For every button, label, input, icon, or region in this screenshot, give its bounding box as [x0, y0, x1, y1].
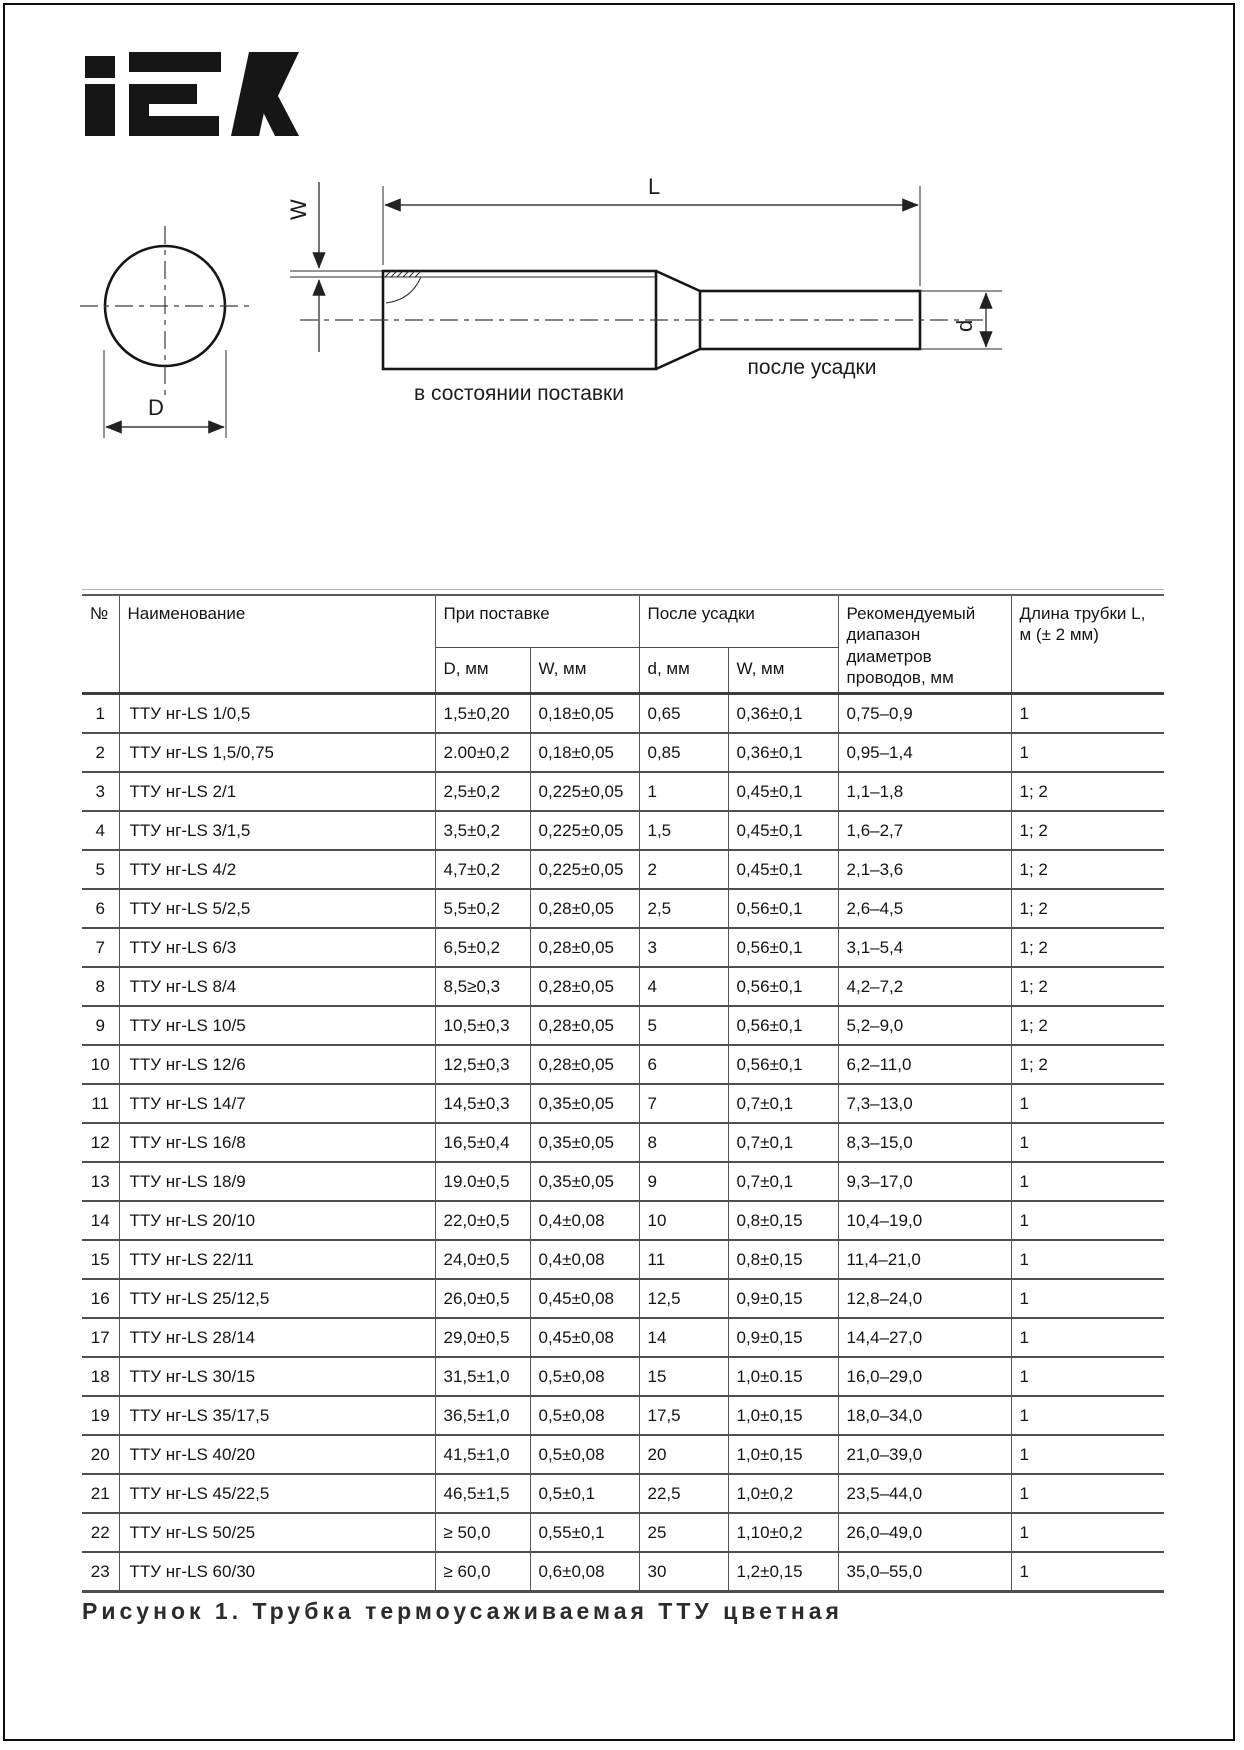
- table-cell: 3: [639, 928, 728, 967]
- table-cell: 24,0±0,5: [435, 1240, 530, 1279]
- table-cell: 17: [82, 1318, 119, 1357]
- table-row: [82, 928, 1164, 967]
- small-d-dimension-label: d: [952, 319, 977, 332]
- table-cell: 6: [82, 889, 119, 928]
- table-cell: 0,7±0,1: [728, 1162, 838, 1201]
- table-cell: 4: [82, 811, 119, 850]
- table-cell: ТТУ нг-LS 12/6: [119, 1045, 435, 1084]
- table-cell: ТТУ нг-LS 22/11: [119, 1240, 435, 1279]
- header-shrink-d: d, мм: [639, 648, 728, 694]
- table-cell: 14,5±0,3: [435, 1084, 530, 1123]
- table-cell: ТТУ нг-LS 1/0,5: [119, 694, 435, 734]
- table-cell: 11: [82, 1084, 119, 1123]
- table-cell: 0,8±0,15: [728, 1201, 838, 1240]
- taper-top-edge: [656, 271, 700, 291]
- table-row: [82, 772, 1164, 811]
- table-cell: ТТУ нг-LS 45/22,5: [119, 1474, 435, 1513]
- table-cell: 7: [639, 1084, 728, 1123]
- table-cell: 0,35±0,05: [530, 1162, 639, 1201]
- table-cell: 0,7±0,1: [728, 1084, 838, 1123]
- table-cell: 0,45±0,1: [728, 850, 838, 889]
- spec-table-body: [82, 694, 1164, 1592]
- table-cell: 0,65: [639, 694, 728, 734]
- table-row: [82, 1474, 1164, 1513]
- table-cell: 0,28±0,05: [530, 967, 639, 1006]
- taper-bottom-edge: [656, 349, 700, 369]
- table-row: [82, 694, 1164, 734]
- table-cell: 9: [639, 1162, 728, 1201]
- table-cell: 25: [639, 1513, 728, 1552]
- table-cell: 2,6–4,5: [838, 889, 1011, 928]
- table-cell: 16: [82, 1279, 119, 1318]
- table-cell: 5,5±0,2: [435, 889, 530, 928]
- table-cell: 1,0±0.15: [728, 1357, 838, 1396]
- header-tube-length: Длина трубки L, м (± 2 мм): [1011, 595, 1164, 694]
- logo-e-top-bar: [129, 52, 221, 72]
- table-cell: 8,5≥0,3: [435, 967, 530, 1006]
- table-cell: 1,0±0,15: [728, 1396, 838, 1435]
- table-cell: ТТУ нг-LS 28/14: [119, 1318, 435, 1357]
- table-row: [82, 967, 1164, 1006]
- table-cell: 41,5±1,0: [435, 1435, 530, 1474]
- table-cell: 46,5±1,5: [435, 1474, 530, 1513]
- table-cell: 0,56±0,1: [728, 928, 838, 967]
- table-cell: 5: [639, 1006, 728, 1045]
- table-cell: ≥ 50,0: [435, 1513, 530, 1552]
- table-cell: 0,45±0,1: [728, 811, 838, 850]
- table-cell: ТТУ нг-LS 16/8: [119, 1123, 435, 1162]
- table-cell: 12,8–24,0: [838, 1279, 1011, 1318]
- after-shrink-label: после усадки: [747, 356, 877, 379]
- table-cell: 3: [82, 772, 119, 811]
- table-cell: ТТУ нг-LS 2/1: [119, 772, 435, 811]
- header-supply-D: D, мм: [435, 648, 530, 694]
- table-cell: 14: [639, 1318, 728, 1357]
- table-cell: 22,0±0,5: [435, 1201, 530, 1240]
- table-cell: 22: [82, 1513, 119, 1552]
- table-cell: 20: [639, 1435, 728, 1474]
- table-row: [82, 1357, 1164, 1396]
- table-cell: 2,5: [639, 889, 728, 928]
- table-cell: 0,55±0,1: [530, 1513, 639, 1552]
- table-cell: 8: [82, 967, 119, 1006]
- table-cell: 0,9±0,15: [728, 1318, 838, 1357]
- table-cell: 1: [1011, 1240, 1164, 1279]
- table-cell: 2,5±0,2: [435, 772, 530, 811]
- table-cell: 1: [1011, 733, 1164, 772]
- table-cell: 0,85: [639, 733, 728, 772]
- table-cell: 1: [1011, 1552, 1164, 1592]
- table-cell: 1: [1011, 1513, 1164, 1552]
- table-row: [82, 1045, 1164, 1084]
- table-cell: 1; 2: [1011, 928, 1164, 967]
- table-cell: 31,5±1,0: [435, 1357, 530, 1396]
- table-cell: 1; 2: [1011, 1045, 1164, 1084]
- table-cell: ТТУ нг-LS 35/17,5: [119, 1396, 435, 1435]
- table-cell: 0,4±0,08: [530, 1240, 639, 1279]
- table-cell: 11: [639, 1240, 728, 1279]
- table-cell: 29,0±0,5: [435, 1318, 530, 1357]
- table-cell: 26,0–49,0: [838, 1513, 1011, 1552]
- table-cell: 0,6±0,08: [530, 1552, 639, 1592]
- table-cell: 20: [82, 1435, 119, 1474]
- table-cell: 2: [82, 733, 119, 772]
- table-cell: 1: [1011, 1123, 1164, 1162]
- iek-logo: [85, 52, 301, 138]
- table-cell: ТТУ нг-LS 3/1,5: [119, 811, 435, 850]
- table-cell: 0,45±0,08: [530, 1279, 639, 1318]
- table-row: [82, 1513, 1164, 1552]
- supplied-state-label: в состоянии поставки: [414, 382, 624, 405]
- table-cell: 0,5±0,08: [530, 1357, 639, 1396]
- table-cell: 0,36±0,1: [728, 733, 838, 772]
- table-cell: 6,5±0,2: [435, 928, 530, 967]
- figure-caption: Рисунок 1. Трубка термоусаживаемая ТТУ цветная: [82, 1598, 843, 1624]
- table-row: [82, 811, 1164, 850]
- l-dimension-label: L: [648, 174, 661, 199]
- table-cell: 21: [82, 1474, 119, 1513]
- table-cell: 4: [639, 967, 728, 1006]
- table-cell: 1,2±0,15: [728, 1552, 838, 1592]
- table-cell: 0,56±0,1: [728, 1045, 838, 1084]
- spec-table-header: [82, 595, 1164, 694]
- table-cell: 0,28±0,05: [530, 1045, 639, 1084]
- table-cell: 5: [82, 850, 119, 889]
- table-row: [82, 1279, 1164, 1318]
- table-cell: ТТУ нг-LS 10/5: [119, 1006, 435, 1045]
- table-cell: 30: [639, 1552, 728, 1592]
- table-cell: 2: [639, 850, 728, 889]
- table-cell: 1: [639, 772, 728, 811]
- table-cell: ТТУ нг-LS 8/4: [119, 967, 435, 1006]
- table-cell: 0,225±0,05: [530, 811, 639, 850]
- header-supply-group: При поставке: [435, 595, 639, 648]
- table-cell: 3,5±0,2: [435, 811, 530, 850]
- table-cell: 1,6–2,7: [838, 811, 1011, 850]
- table-cell: 18: [82, 1357, 119, 1396]
- table-cell: 0,28±0,05: [530, 928, 639, 967]
- table-cell: 1; 2: [1011, 967, 1164, 1006]
- table-cell: 1: [1011, 1279, 1164, 1318]
- table-cell: ТТУ нг-LS 50/25: [119, 1513, 435, 1552]
- table-cell: 1: [1011, 1201, 1164, 1240]
- table-cell: 26,0±0,5: [435, 1279, 530, 1318]
- table-cell: 4,2–7,2: [838, 967, 1011, 1006]
- table-row: [82, 733, 1164, 772]
- table-cell: 1; 2: [1011, 772, 1164, 811]
- table-cell: 1: [1011, 1084, 1164, 1123]
- table-cell: ≥ 60,0: [435, 1552, 530, 1592]
- table-cell: 7,3–13,0: [838, 1084, 1011, 1123]
- table-cell: 1: [82, 694, 119, 734]
- table-cell: 10,5±0,3: [435, 1006, 530, 1045]
- table-row: [82, 1396, 1164, 1435]
- table-cell: ТТУ нг-LS 60/30: [119, 1552, 435, 1592]
- table-cell: 2.00±0,2: [435, 733, 530, 772]
- table-row: [82, 889, 1164, 928]
- table-cell: 0,225±0,05: [530, 772, 639, 811]
- table-cell: 0,56±0,1: [728, 967, 838, 1006]
- header-wire-range: Рекомендуемый диапазон диаметров проводов, мм: [838, 595, 1011, 694]
- table-cell: 0,4±0,08: [530, 1201, 639, 1240]
- header-supply-W: W, мм: [530, 648, 639, 694]
- iek-logo-glyphs: [85, 52, 299, 136]
- table-cell: 18,0–34,0: [838, 1396, 1011, 1435]
- table-cell: 0,5±0,1: [530, 1474, 639, 1513]
- table-cell: 1,0±0,2: [728, 1474, 838, 1513]
- table-cell: 5,2–9,0: [838, 1006, 1011, 1045]
- table-cell: 23,5–44,0: [838, 1474, 1011, 1513]
- table-cell: ТТУ нг-LS 1,5/0,75: [119, 733, 435, 772]
- table-cell: 1,10±0,2: [728, 1513, 838, 1552]
- table-cell: 0,28±0,05: [530, 889, 639, 928]
- table-cell: 16,5±0,4: [435, 1123, 530, 1162]
- table-cell: 0,18±0,05: [530, 733, 639, 772]
- table-cell: 2,1–3,6: [838, 850, 1011, 889]
- table-cell: 1: [1011, 1435, 1164, 1474]
- header-shrink-group: После усадки: [639, 595, 838, 648]
- table-cell: 8: [639, 1123, 728, 1162]
- logo-e-left-stem: [129, 84, 149, 136]
- table-cell: 3,1–5,4: [838, 928, 1011, 967]
- table-cell: 1,5: [639, 811, 728, 850]
- table-cell: 17,5: [639, 1396, 728, 1435]
- table-cell: 1,0±0,15: [728, 1435, 838, 1474]
- table-cell: 1: [1011, 1162, 1164, 1201]
- logo-i-stem: [85, 84, 115, 136]
- table-cell: 15: [639, 1357, 728, 1396]
- table-top-rule: [82, 589, 1164, 590]
- table-cell: 14: [82, 1201, 119, 1240]
- table-cell: 0,5±0,08: [530, 1435, 639, 1474]
- table-cell: ТТУ нг-LS 25/12,5: [119, 1279, 435, 1318]
- table-row: [82, 1084, 1164, 1123]
- table-cell: 35,0–55,0: [838, 1552, 1011, 1592]
- table-cell: 12,5: [639, 1279, 728, 1318]
- table-cell: 1,1–1,8: [838, 772, 1011, 811]
- table-cell: 9,3–17,0: [838, 1162, 1011, 1201]
- header-name: Наименование: [119, 595, 435, 694]
- header-num: №: [90, 604, 109, 623]
- table-cell: ТТУ нг-LS 5/2,5: [119, 889, 435, 928]
- table-cell: ТТУ нг-LS 30/15: [119, 1357, 435, 1396]
- table-cell: 13: [82, 1162, 119, 1201]
- table-row: [82, 1123, 1164, 1162]
- table-cell: 8,3–15,0: [838, 1123, 1011, 1162]
- table-cell: 0,35±0,05: [530, 1084, 639, 1123]
- table-cell: 9: [82, 1006, 119, 1045]
- table-row: [82, 1552, 1164, 1592]
- table-cell: 10: [82, 1045, 119, 1084]
- table-cell: 1: [1011, 1318, 1164, 1357]
- table-cell: 1: [1011, 1396, 1164, 1435]
- table-row: [82, 850, 1164, 889]
- table-row: [82, 1240, 1164, 1279]
- table-cell: 14,4–27,0: [838, 1318, 1011, 1357]
- table-cell: 0,45±0,08: [530, 1318, 639, 1357]
- table-cell: 1: [1011, 694, 1164, 734]
- table-cell: 4,7±0,2: [435, 850, 530, 889]
- header-shrink-W: W, мм: [728, 648, 838, 694]
- table-cell: ТТУ нг-LS 6/3: [119, 928, 435, 967]
- table-cell: 19: [82, 1396, 119, 1435]
- table-cell: 22,5: [639, 1474, 728, 1513]
- table-cell: 0,5±0,08: [530, 1396, 639, 1435]
- table-cell: 0,7±0,1: [728, 1123, 838, 1162]
- table-cell: 1; 2: [1011, 1006, 1164, 1045]
- table-cell: ТТУ нг-LS 14/7: [119, 1084, 435, 1123]
- table-cell: 0,45±0,1: [728, 772, 838, 811]
- table-cell: 0,36±0,1: [728, 694, 838, 734]
- spec-table: [82, 594, 1164, 1593]
- table-cell: 0,56±0,1: [728, 889, 838, 928]
- table-cell: 1,5±0,20: [435, 694, 530, 734]
- table-cell: 6,2–11,0: [838, 1045, 1011, 1084]
- table-cell: 16,0–29,0: [838, 1357, 1011, 1396]
- tube-technical-drawing: [0, 150, 1244, 450]
- table-cell: 1; 2: [1011, 889, 1164, 928]
- table-cell: 0,95–1,4: [838, 733, 1011, 772]
- bore-flare-curve: [386, 277, 421, 303]
- table-cell: 19.0±0,5: [435, 1162, 530, 1201]
- table-row: [82, 1006, 1164, 1045]
- table-cell: 1; 2: [1011, 850, 1164, 889]
- table-cell: 0,225±0,05: [530, 850, 639, 889]
- w-dimension-label: W: [286, 199, 311, 220]
- table-cell: ТТУ нг-LS 4/2: [119, 850, 435, 889]
- table-cell: 21,0–39,0: [838, 1435, 1011, 1474]
- table-cell: 23: [82, 1552, 119, 1592]
- table-cell: 0,8±0,15: [728, 1240, 838, 1279]
- table-cell: 7: [82, 928, 119, 967]
- table-cell: 0,28±0,05: [530, 1006, 639, 1045]
- table-cell: 12,5±0,3: [435, 1045, 530, 1084]
- table-row: [82, 1318, 1164, 1357]
- table-row: [82, 1435, 1164, 1474]
- table-cell: 0,9±0,15: [728, 1279, 838, 1318]
- d-dimension-label: D: [148, 395, 164, 420]
- table-cell: 36,5±1,0: [435, 1396, 530, 1435]
- table-cell: 15: [82, 1240, 119, 1279]
- table-row: [82, 1162, 1164, 1201]
- table-cell: 1; 2: [1011, 811, 1164, 850]
- table-cell: 0,56±0,1: [728, 1006, 838, 1045]
- table-cell: 10: [639, 1201, 728, 1240]
- table-row: [82, 1201, 1164, 1240]
- table-cell: 1: [1011, 1357, 1164, 1396]
- table-cell: 6: [639, 1045, 728, 1084]
- table-cell: ТТУ нг-LS 18/9: [119, 1162, 435, 1201]
- table-cell: ТТУ нг-LS 40/20: [119, 1435, 435, 1474]
- table-cell: 0,35±0,05: [530, 1123, 639, 1162]
- table-cell: 1: [1011, 1474, 1164, 1513]
- table-cell: 0,18±0,05: [530, 694, 639, 734]
- logo-i-dot: [85, 56, 115, 78]
- table-cell: 11,4–21,0: [838, 1240, 1011, 1279]
- table-cell: 0,75–0,9: [838, 694, 1011, 734]
- table-cell: ТТУ нг-LS 20/10: [119, 1201, 435, 1240]
- table-cell: 10,4–19,0: [838, 1201, 1011, 1240]
- table-cell: 12: [82, 1123, 119, 1162]
